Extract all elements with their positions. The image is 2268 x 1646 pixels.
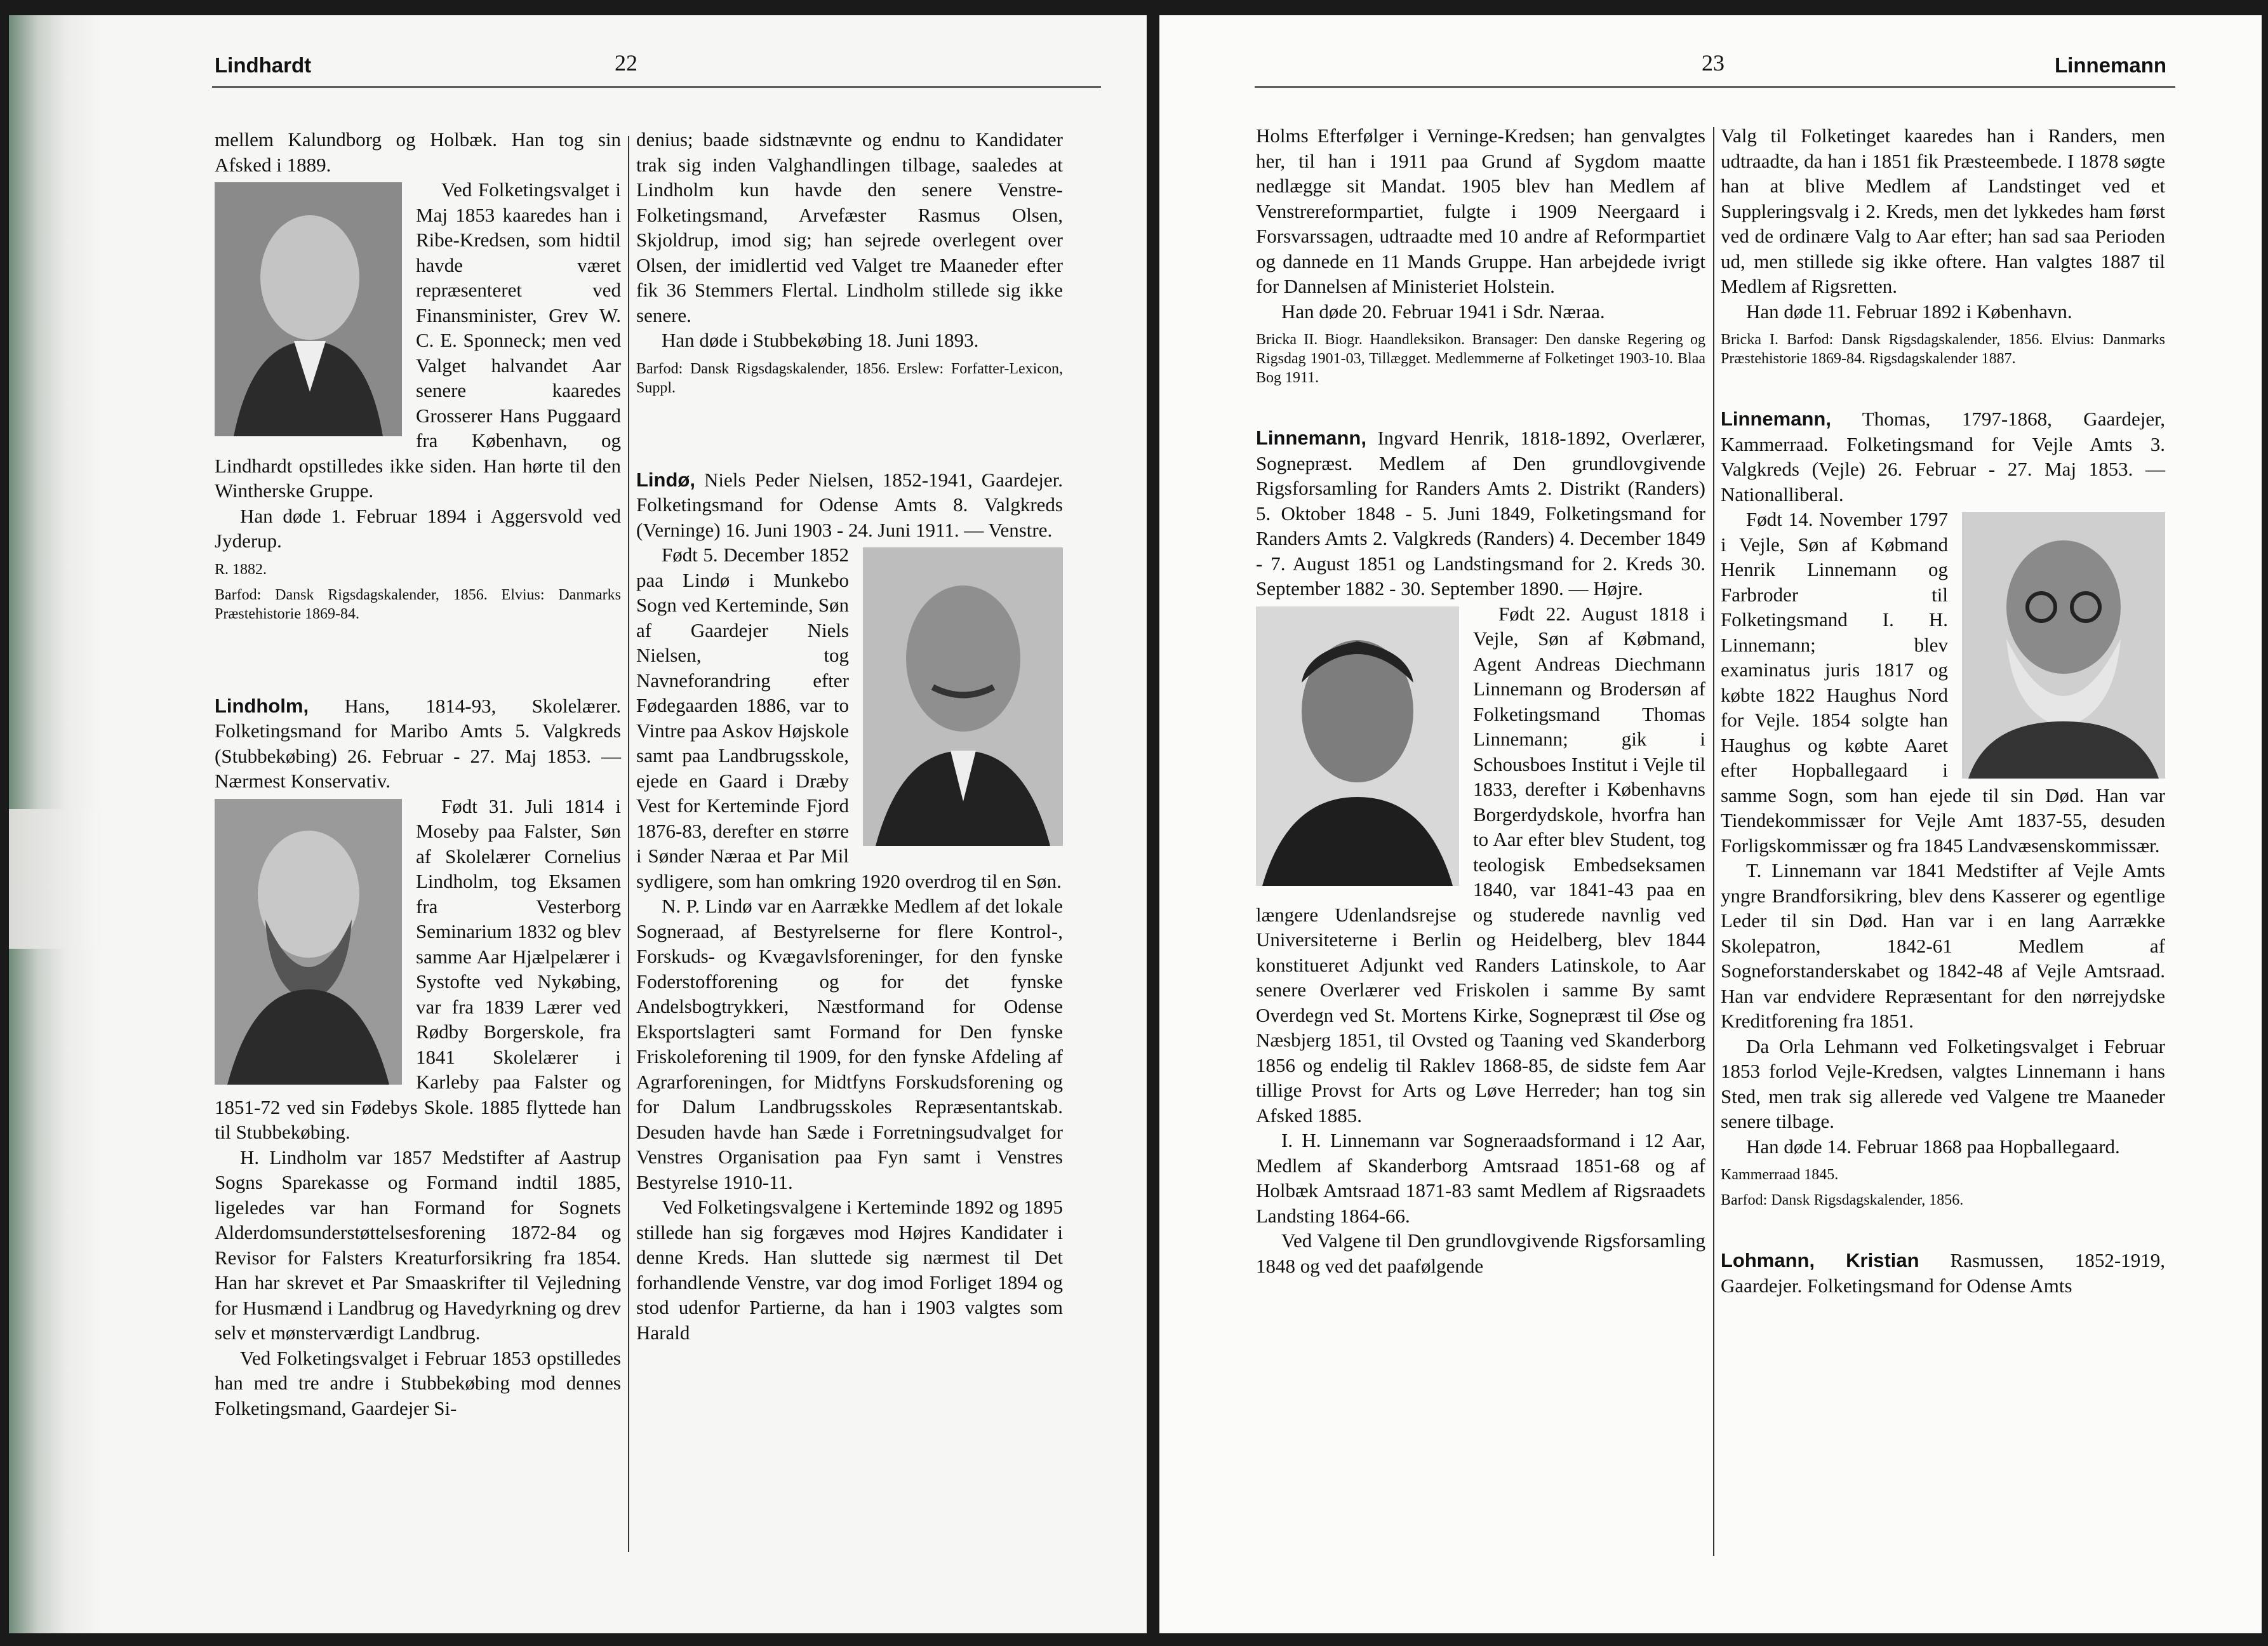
left-column-1 (215, 127, 621, 1421)
paragraph: Han døde 11. Februar 1892 i København. (1746, 300, 2072, 323)
portrait-image (215, 799, 402, 1085)
right-page (1159, 15, 2262, 1633)
paragraph: Ved Folketingsvalget i Maj 1853 kaaredes han i Ribe-Kredsen, som hidtil havde været repræsenteret ved Finansminister, Grev W. C. E. Sponneck; men ved Valget halvandet Aar senere kaaredes Grosserer Hans Puggaard fra København, og Lindhardt opstilledes ikke siden. Han hørte til den Wintherske Gruppe. (215, 178, 621, 502)
entry-surname: Linnemann, (1721, 408, 1831, 430)
source-citation: Bricka I. Barfod: Dansk Rigsdagskalender, 1856. Elvius: Danmarks Præstehistorie 1869-84. Rigsdagskalender 1887. (1721, 331, 2165, 367)
paragraph: Han døde 1. Februar 1894 i Aggersvold ved Jyderup. (215, 504, 621, 552)
entry-heading-ingvard (1256, 425, 1705, 601)
source-citation: Barfod: Dansk Rigsdagskalender, 1856. Elvius: Danmarks Præstehistorie 1869-84. (215, 586, 621, 622)
source-citation: Bricka II. Biogr. Haandleksikon. Bransager: Den danske Regering og Rigsdag 1901-03, Tillægget. Medlemmerne af Folketinget 1903-10. Blaa Bog 1911. (1256, 331, 1705, 386)
entry-surname: Lindholm, (215, 694, 309, 717)
portrait-image (1962, 512, 2165, 779)
right-column-2 (1721, 123, 2165, 1298)
entry-given-names: Thomas, (1862, 408, 1931, 430)
page-edge-stack (9, 809, 98, 949)
entry-heading-lindholm (215, 693, 621, 794)
portrait-ingvard-linnemann (1256, 606, 1459, 886)
paragraph: H. Lindholm var 1857 Medstifter af Aastrup Sogns Sparekasse og Formand indtil 1885, ligeledes var han Formand for Sognets Alderdomsunderstøttelsesforening 1872-84 og Revisor for Falsters Kreaturforsikring fra 1854. Han har skrevet et Par Smaaskrifter til Vejledning for Husmænd i Landbrug og Havedyrkning og drev selv et mønsterværdigt Landbrug. (215, 1146, 621, 1344)
entry-heading-lindo (636, 467, 1063, 543)
entry-heading-thomas (1721, 406, 2165, 507)
paragraph: Holms Efterfølger i Verninge-Kredsen; han genvalgtes her, til han i 1911 paa Grund af Sygdom maatte nedlægge sit Mandat. 1905 blev han Medlem af Venstrereformpartiet, fulgte i 1909 Neergaard i Forsvarssagen, udtraadte med 10 andre af Reformpartiet og dannede en 11 Mands Gruppe. Han arbejdede ivrigt for Dannelsen af Ministeriet Holstein. (1256, 124, 1705, 297)
portrait-thomas-linnemann (1962, 512, 2165, 779)
portrait-image (215, 182, 402, 436)
note: Kammerraad 1845. (1721, 1167, 1839, 1183)
entry-given-names: Niels Peder Nielsen, (704, 468, 874, 491)
source-citation: Barfod: Dansk Rigsdagskalender, 1856. (1721, 1192, 1964, 1208)
entry-given-names: Hans, (344, 694, 390, 717)
entry-surname: Lohmann, (1721, 1249, 1815, 1271)
header-rule (1255, 86, 2175, 88)
paragraph: Han døde 14. Februar 1868 paa Hopballegaard. (1746, 1135, 2120, 1158)
paragraph: Valg til Folketinget kaaredes han i Randers, men udtraadte, da han i 1851 fik Præsteembede. I 1878 søgte han at blive Medlem af Landstinget ved et Suppleringsvalg i 2. Kreds, men det lykkedes ham først ved de ordinære Valg to Aar efter; han sad saa Perioden ud, men stillede sig ikke oftere. Han valgtes 1887 til Medlem af Rigsretten. (1721, 124, 2165, 297)
paragraph: T. Linnemann var 1841 Medstifter af Vejle Amts yngre Brandforsikring, blev dens Kasserer og egentlige Leder til sin Død. Han var i en lang Aarrække Skolepatron, 1842-61 Medlem af Sogneforstanderskabet og 1842-48 af Vejle Amtsraad. Han var endvidere Repræsentant for den nørrejydske Kreditforening fra 1851. (1721, 859, 2165, 1032)
entry-given-names: Kristian (1846, 1249, 1919, 1271)
page-number: 23 (1702, 50, 1724, 76)
entry-surname: Linnemann, (1256, 427, 1366, 449)
portrait-lindo (863, 547, 1063, 846)
entry-heading-lohmann (1721, 1248, 2165, 1298)
paragraph: I. H. Linnemann var Sogneraadsformand i 12 Aar, Medlem af Skanderborg Amtsraad 1851-68 og af Holbæk Amtsraad 1871-83 samt Medlem af Rigsraadets Landsting 1864-66. (1256, 1129, 1705, 1227)
left-page (9, 15, 1147, 1633)
paragraph: Han døde 20. Februar 1941 i Sdr. Næraa. (1281, 300, 1605, 323)
column-divider (628, 136, 629, 1552)
paragraph: N. P. Lindø var en Aarrække Medlem af det lokale Sogneraad, af Bestyrelserne for flere Kontrol-, Forskuds- og Kvægavlsforeninger, for den fynske Foderstofforening og for det fynske Andelsbogtrykkeri, Næstformand for Odense Eksportslagteri samt Formand for Den fynske Friskoleforening til 1909, for den fynske Afdeling af Agrarforeningen, for Midtfyns Forskudsforening og for Dalum Landbrugsskoles Repræsentantskab. Desuden havde han Sæde i Forretningsudvalget for Venstres Organisation paa Fyn samt i Venstres Bestyrelse 1910-11. (636, 895, 1063, 1193)
paragraph: Født 22. August 1818 i Vejle, Søn af Købmand, Agent Andreas Diechmann Linnemann og Brodersøn af Folketingsmand Thomas Linnemann; gik i Schousboes Institut i Vejle til 1833, derefter i Københavns Borgerdydskole, hvorfra han to Aar efter blev Student, tog teologisk Embedseksamen 1840, var 1841-43 paa en længere Udenlandsrejse og studerede navnlig ved Universiteterne i Berlin og Heidelberg, blev 1844 konstitueret Adjunkt ved Randers Latinskole, to Aar senere Overlærer ved Friskolen i samme By samt Overdegn ved St. Mortens Kirke, Sognepræst til Øse og Næsbjerg 1851, til Ovsted og Taaning ved Skanderborg 1856 og endelig til Raklev 1868-85, de sidste fem Aar tillige Provst for Arts og Løve Herreder; han tog sin Afsked 1885. (1256, 602, 1705, 1127)
column-divider (1713, 127, 1714, 1556)
paragraph: Født 5. December 1852 paa Lindø i Munkebo Sogn ved Kerteminde, Søn af Gaardejer Niels Nielsen, tog Navneforandring efter Fødegaarden 1886, var to Vintre paa Askov Højskole samt paa Landbrugsskole, ejede en Gaard i Dræby Vest for Kerteminde Fjord 1876-83, derefter en større i Sønder Næraa et Par Mil sydligere, som han omkring 1920 overdrog til en Søn. (636, 544, 1062, 892)
paragraph: Ved Valgene til Den grundlovgivende Rigsforsamling 1848 og ved det paafølgende (1256, 1229, 1705, 1277)
entry-intro: Rasmussen, 1852-1919, Gaardejer. Folketingsmand for Odense Amts (1721, 1249, 2165, 1297)
entry-surname: Lindø, (636, 468, 695, 491)
note: R. 1882. (215, 561, 267, 578)
paragraph: Ved Folketingsvalget i Februar 1853 opstilledes han med tre andre i Stubbekøbing mod dennes Folketingsmand, Gaardejer Si- (215, 1346, 621, 1419)
paragraph: Han døde i Stubbekøbing 18. Juni 1893. (662, 329, 979, 351)
entry-intro: 1814-93, Skolelærer. Folketingsmand for Maribo Amts 5. Valgkreds (Stubbekøbing) 26. Februar - 27. Maj 1853. — Nærmest Konservativ. (215, 694, 622, 792)
running-head: Lindhardt (215, 53, 312, 77)
running-head: Linnemann (2055, 53, 2167, 77)
paragraph: denius; baade sidstnævnte og endnu to Kandidater trak sig inden Valghandlingen tilbage, saaledes at Lindholm kun havde den senere Venstre-Folketingsmand, Arvefæster Rasmus Olsen, Skjoldrup, imod sig; han sejrede overlegent over Olsen, der imidlertid ved Valget tre Maaneder efter fik 36 Stemmers Flertal. Lindholm stillede sig ikke senere. (636, 128, 1063, 326)
portrait-lindhardt (215, 182, 402, 436)
left-column-2 (636, 127, 1063, 1345)
entry-given-names: Ingvard Henrik, (1377, 427, 1509, 449)
paragraph: mellem Kalundborg og Holbæk. Han tog sin Afsked i 1889. (215, 128, 621, 176)
paragraph: Da Orla Lehmann ved Folketingsvalget i Februar 1853 forlod Vejle-Kredsen, valgtes Linnemann i hans Sted, men trak sig allerede ved Valgene tre Maaneder senere tilbage. (1721, 1034, 2165, 1132)
paragraph: Ved Folketingsvalgene i Kerteminde 1892 og 1895 stillede han sig forgæves mod Højres Kandidater i denne Kreds. Han sluttede sig nærmest til Det forhandlende Venstre, var dog imod Forliget 1894 og stod udenfor Partierne, da han i 1903 valgtes som Harald (636, 1196, 1063, 1344)
source-citation: Barfod: Dansk Rigsdagskalender, 1856. Erslew: Forfatter-Lexicon, Suppl. (636, 360, 1063, 396)
entry-intro: 1797-1868, Gaardejer, Kammerraad. Folketingsmand for Vejle Amts 3. Valgkreds (Vejle) 26. Februar - 27. Maj 1853. — Nationalliberal. (1721, 408, 2165, 505)
paragraph: Født 31. Juli 1814 i Moseby paa Falster, Søn af Skolelærer Cornelius Lindholm, tog Eksamen fra Vesterborg Seminarium 1832 og blev samme Aar Hjælpelærer i Systofte ved Nykøbing, var fra 1839 Lærer ved Rødby Borgerskole, fra 1841 Skolelærer i Karleby paa Falster og 1851-72 ved sin Fødebys Skole. 1885 flyttede han til Stubbekøbing. (215, 794, 621, 1143)
portrait-image (863, 547, 1063, 846)
portrait-image (1256, 606, 1459, 886)
header-rule (212, 86, 1101, 88)
page-number: 22 (615, 50, 637, 76)
entry-intro: 1818-1892, Overlærer, Sognepræst. Medlem af Den grundlovgivende Rigsforsamling for Randers Amts 2. Distrikt (Randers) 5. Oktober 1848 - 5. Juni 1849, Folketingsmand for Randers Amts 2. Valgkreds (Randers) 4. December 1849 - 7. August 1851 og Landstingsmand for 2. Kreds 30. September 1882 - 30. September 1890. — Højre. (1256, 427, 1705, 599)
entry-intro: 1852-1941, Gaardejer. Folketingsmand for Odense Amts 8. Valgkreds (Verninge) 16. Juni 1903 - 24. Juni 1911. — Venstre. (636, 468, 1064, 541)
paragraph: Født 14. November 1797 i Vejle, Søn af Købmand Henrik Linnemann og Farbroder til Folketingsmand I. H. Linnemann; blev examinatus juris 1817 og købte 1822 Haughus Nord for Vejle. 1854 solgte han Haughus og købte Aaret efter Hopballegaard i samme Sogn, som han ejede til sin Død. Han var Tiendekommissær for Vejle Amt 1837-55, desuden Forligskommissær og fra 1845 Landvæsenskommissær. (1721, 508, 2165, 857)
right-column-1 (1256, 123, 1705, 1278)
portrait-lindholm (215, 799, 402, 1085)
